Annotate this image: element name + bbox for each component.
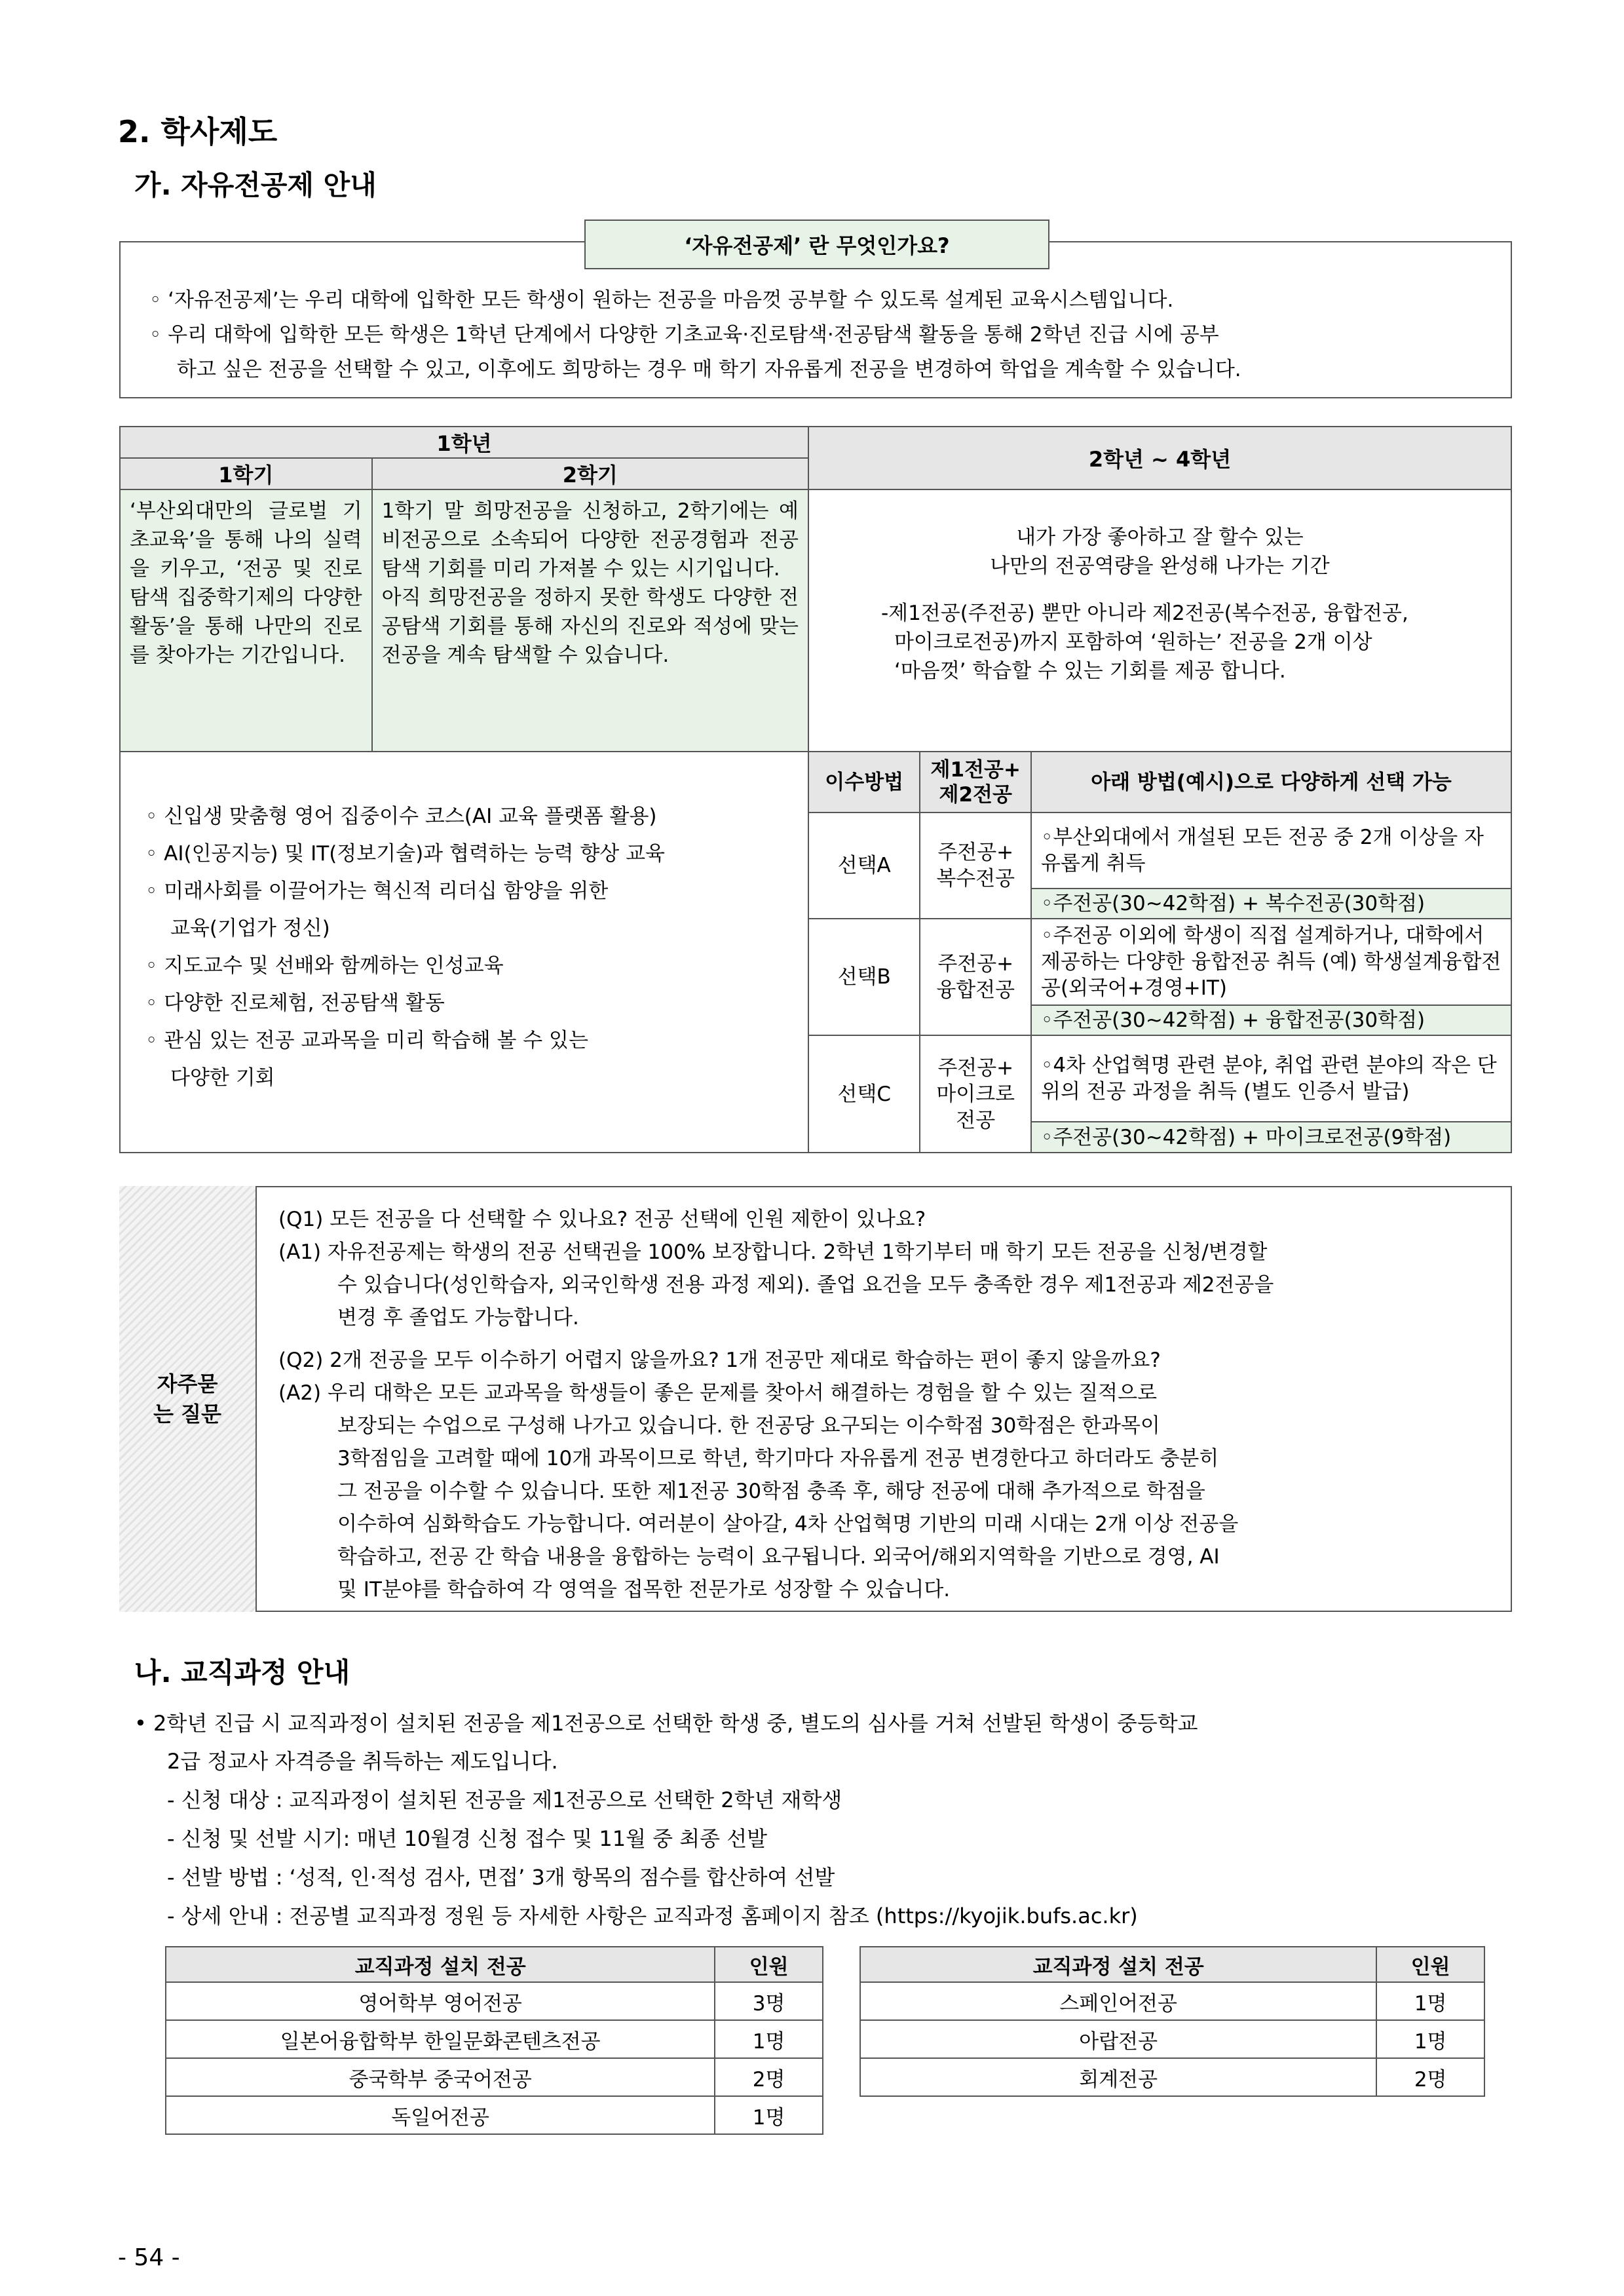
activity-item: ◦ 신입생 맞춤형 영어 집중이수 코스(AI 교육 플랫폼 활용) [145, 805, 657, 828]
count-header: 인원 [715, 1947, 823, 1982]
faq-line: 이수하여 심화학습도 가능합니다. 여러분이 살아갈, 4차 산업혁명 기반의 미래 시대는 2개 이상 전공을 [337, 1512, 1239, 1536]
teacher-table-right [859, 1946, 1485, 2097]
subsection-title-free-major: 가. 자유전공제 안내 [134, 169, 377, 201]
teacher-item: - 신청 및 선발 시기: 매년 10월경 신청 접수 및 11월 중 최종 선발 [167, 1826, 768, 1851]
year2-line-1: 내가 가장 좋아하고 잘 할수 있는 [1016, 526, 1304, 549]
method-a-name: 선택A [809, 813, 920, 919]
table-row [860, 2058, 1484, 2096]
faq-line: 수 있습니다(성인학습자, 외국인학생 전용 과정 제외). 졸업 요건을 모두 충족한 경우 제1전공과 제2전공을 [337, 1273, 1274, 1297]
teacher-item: - 선발 방법 : ‘성적, 인·적성 검사, 면접’ 3개 항목의 점수를 합산하여 선발 [167, 1865, 835, 1890]
intro-line-1: ◦ ‘자유전공제’는 우리 대학에 입학한 모든 학생이 원하는 전공을 마음껏 공부할 수 있도록 설계된 교육시스템입니다. [149, 288, 1174, 312]
sem2-desc-2: 아직 희망전공을 정하지 못한 학생도 다양한 전공탐색 기회를 통해 자신의 진로와 적성에 맞는 전공을 계속 탐색할 수 있습니다. [381, 586, 799, 667]
count-cell: 1명 [1376, 1982, 1484, 2020]
activity-item: ◦ AI(인공지능) 및 IT(정보기술)과 협력하는 능력 향상 교육 [145, 842, 665, 866]
table-row [166, 2058, 823, 2096]
activity-item: 다양한 기회 [170, 1066, 275, 1090]
year2-line-3: -제1전공(주전공) 뿐만 아니라 제2전공(복수전공, 융합전공, [880, 602, 1408, 625]
faq-line: (Q2) 2개 전공을 모두 이수하기 어렵지 않을까요? 1개 전공만 제대로 학습하는 편이 좋지 않을까요? [278, 1349, 1161, 1372]
faq-line: 3학점임을 고려할 때에 10개 과목이므로 학년, 학기마다 자유롭게 전공 변경한다고 하더라도 충분히 [337, 1447, 1219, 1470]
major-cell: 영어학부 영어전공 [166, 1982, 715, 2020]
activities-cell [120, 752, 808, 1153]
intro-line-3: 하고 싶은 전공을 선택할 수 있고, 이후에도 희망하는 경우 매 학기 자유롭게 전공을 변경하여 학업을 계속할 수 있습니다. [177, 358, 1241, 381]
teacher-item: - 상세 안내 : 전공별 교직과정 정원 등 자세한 사항은 교직과정 홈페이지 참조 (https://kyojik.bufs.ac.kr) [167, 1904, 1138, 1928]
sem2-header: 2학기 [372, 458, 808, 489]
count-header: 인원 [1376, 1947, 1484, 1982]
method-c-name: 선택C [809, 1035, 920, 1152]
teacher-table-left [165, 1946, 823, 2135]
table-row [166, 2096, 823, 2134]
major-cell: 중국학부 중국어전공 [166, 2058, 715, 2096]
table-row [166, 2020, 823, 2058]
year2-desc-cell [808, 489, 1511, 752]
count-cell: 1명 [715, 2096, 823, 2134]
activity-item: ◦ 지도교수 및 선배와 함께하는 인성교육 [145, 954, 504, 978]
faq-label-text: 자주묻는 질문 [153, 1371, 221, 1426]
major-cell: 회계전공 [860, 2058, 1376, 2096]
sem1-desc-cell [120, 489, 372, 752]
combo-header: 제1전공+ 제2전공 [920, 752, 1031, 813]
method-header: 이수방법 [809, 752, 920, 813]
methods-table [809, 752, 1511, 1152]
faq-line: 변경 후 졸업도 가능합니다. [337, 1306, 579, 1330]
faq-line: 보장되는 수업으로 구성해 나가고 있습니다. 한 전공당 요구되는 이수학점 30학점은 한과목이 [337, 1414, 1160, 1438]
faq-line: 학습하고, 전공 간 학습 내용을 융합하는 능력이 요구됩니다. 외국어/해외지역학을 기반으로 경영, AI [337, 1545, 1220, 1569]
plan-table [119, 426, 1512, 1153]
count-cell: 3명 [715, 1982, 823, 2020]
year2-line-5: ‘마음껏’ 학습할 수 있는 기회를 제공 합니다. [894, 659, 1286, 683]
page-number: - 54 - [118, 2244, 180, 2271]
method-b-credit: ◦주전공(30~42학점) + 융합전공(30학점) [1031, 1005, 1511, 1035]
count-cell: 2명 [1376, 2058, 1484, 2096]
major-cell: 일본어융합학부 한일문화콘텐츠전공 [166, 2020, 715, 2058]
method-a-combo: 주전공+ 복수전공 [920, 813, 1031, 919]
teacher-item: - 신청 대상 : 교직과정이 설치된 전공을 제1전공으로 선택한 2학년 재학생 [167, 1788, 842, 1812]
table-row [860, 2020, 1484, 2058]
year1-header: 1학년 [120, 427, 808, 458]
faq-line: 및 IT분야를 학습하여 각 영역을 접목한 전문가로 성장할 수 있습니다. [337, 1578, 951, 1601]
method-c-credit: ◦주전공(30~42학점) + 마이크로전공(9학점) [1031, 1122, 1511, 1152]
table-row [860, 1982, 1484, 2020]
sem2-desc-1: 1학기 말 희망전공을 신청하고, 2학기에는 예비전공으로 소속되어 다양한 전공경험과 전공탐색 기회를 미리 가져볼 수 있는 시기입니다. [381, 499, 799, 581]
teacher-intro-2: 2급 정교사 자격증을 취득하는 제도입니다. [167, 1749, 558, 1774]
major-cell: 아랍전공 [860, 2020, 1376, 2058]
count-cell: 1명 [1376, 2020, 1484, 2058]
method-c-combo: 주전공+ 마이크로 전공 [920, 1035, 1031, 1152]
count-cell: 1명 [715, 2020, 823, 2058]
year2to4-header: 2학년 ~ 4학년 [808, 427, 1511, 489]
teacher-intro-1: • 2학년 진급 시 교직과정이 설치된 전공을 제1전공으로 선택한 학생 중, 별도의 심사를 거쳐 선발된 학생이 중등학교 [134, 1711, 1198, 1736]
year2-line-2: 나만의 전공역량을 완성해 나가는 기간 [990, 554, 1330, 578]
options-header: 아래 방법(예시)으로 다양하게 선택 가능 [1031, 752, 1511, 813]
major-cell: 독일어전공 [166, 2096, 715, 2134]
table-row [166, 1982, 823, 2020]
method-b-combo: 주전공+ 융합전공 [920, 919, 1031, 1035]
faq-line: (A1) 자유전공제는 학생의 전공 선택권을 100% 보장합니다. 2학년 1학기부터 매 학기 모든 전공을 신청/변경할 [278, 1240, 1268, 1264]
activity-item: 교육(기업가 정신) [170, 917, 330, 940]
major-header: 교직과정 설치 전공 [860, 1947, 1376, 1982]
activity-item: ◦ 미래사회를 이끌어가는 혁신적 리더십 함양을 위한 [145, 879, 609, 903]
faq-line: 그 전공을 이수할 수 있습니다. 또한 제1전공 30학점 충족 후, 해당 전공에 대해 추가적으로 학점을 [337, 1480, 1205, 1503]
activity-item: ◦ 다양한 진로체험, 전공탐색 활동 [145, 991, 445, 1015]
sem2-desc-cell [372, 489, 808, 752]
faq-line: (A2) 우리 대학은 모든 교과목을 학생들이 좋은 문제를 찾아서 해결하는 경험을 할 수 있는 질적으로 [278, 1381, 1158, 1405]
subsection-title-teacher: 나. 교직과정 안내 [134, 1656, 350, 1689]
count-cell: 2명 [715, 2058, 823, 2096]
sem1-header: 1학기 [120, 458, 372, 489]
major-header: 교직과정 설치 전공 [166, 1947, 715, 1982]
method-b-desc: ◦주전공 이외에 학생이 직접 설계하거나, 대학에서 제공하는 다양한 융합전공 취득 (예) 학생설계융합전공(외국어+경영+IT) [1031, 919, 1511, 1005]
section-title: 2. 학사제도 [118, 114, 278, 149]
faq-label [119, 1186, 257, 1612]
activity-item: ◦ 관심 있는 전공 교과목을 미리 학습해 볼 수 있는 [145, 1029, 588, 1052]
method-a-credit: ◦주전공(30~42학점) + 복수전공(30학점) [1031, 889, 1511, 919]
method-b-name: 선택B [809, 919, 920, 1035]
year2-line-4: 마이크로전공)까지 포함하여 ‘원하는’ 전공을 2개 이상 [894, 630, 1372, 654]
intro-line-2: ◦ 우리 대학에 입학한 모든 학생은 1학년 단계에서 다양한 기초교육·진로탐색·전공탐색 활동을 통해 2학년 진급 시에 공부 [149, 323, 1219, 347]
faq-line: (Q1) 모든 전공을 다 선택할 수 있나요? 전공 선택에 인원 제한이 있나요? [278, 1208, 926, 1231]
method-a-desc: ◦부산외대에서 개설된 모든 전공 중 2개 이상을 자유롭게 취득 [1031, 813, 1511, 889]
sem1-desc: ‘부산외대만의 글로벌 기초교육’을 통해 나의 실력을 키우고, ‘전공 및 진로탐색 집중학기제의 다양한 활동’을 통해 나만의 진로를 찾아가는 기간입니다. [130, 499, 362, 667]
major-cell: 스페인어전공 [860, 1982, 1376, 2020]
method-c-desc: ◦4차 산업혁명 관련 분야, 취업 관련 분야의 작은 단위의 전공 과정을 취득 (별도 인증서 발급) [1031, 1035, 1511, 1122]
methods-cell [808, 752, 1511, 1153]
intro-title: ‘자유전공제’ 란 무엇인가요? [584, 220, 1049, 269]
